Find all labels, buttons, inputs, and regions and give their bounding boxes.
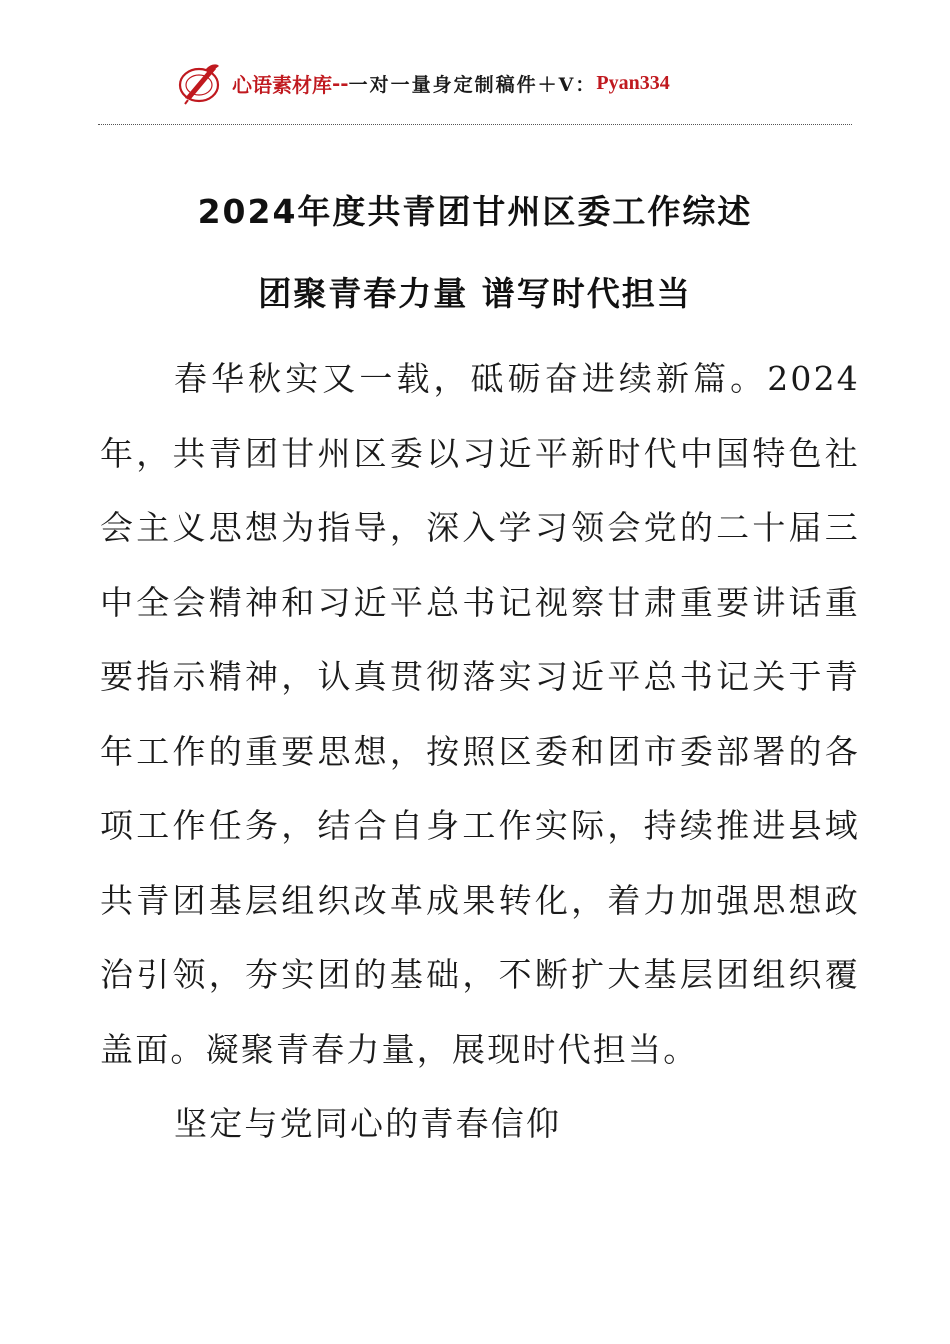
page-header [0,58,950,108]
header-banner [176,58,670,108]
section-heading: 坚定与党同心的青春信仰 [174,1104,562,1143]
header-tagline: 一对一量身定制稿件＋V： [348,73,597,96]
document-body [100,342,860,1162]
contact-id: Pyan334 [596,71,670,94]
document-title: 2024年度共青团甘州区委工作综述 [197,192,753,231]
header-divider [98,124,852,125]
quill-pen-logo-icon [176,60,222,106]
header-separator: -- [332,71,349,95]
brand-name: 心语素材库 [232,72,332,97]
document-subtitle: 团聚青春力量 谱写时代担当 [258,274,692,313]
body-paragraph: 春华秋实又一载，砥砺奋进续新篇。2024年，共青团甘州区委以习近平新时代中国特色社会主义思想为指导，深入学习领会党的二十届三中全会精神和习近平总书记视察甘肃重要讲话重要指示精神，认真贯彻落实习近平总书记关于青年工作的重要思想，按照区委和团市委部署的各项工作任务，结合自身工作实际，持续推进县域共青团基层组织改革成果转化，着力加强思想政治引领，夯实团的基础，不断扩大基层团组织覆盖面。凝聚青春力量，展现时代担当。 [100,359,860,1069]
